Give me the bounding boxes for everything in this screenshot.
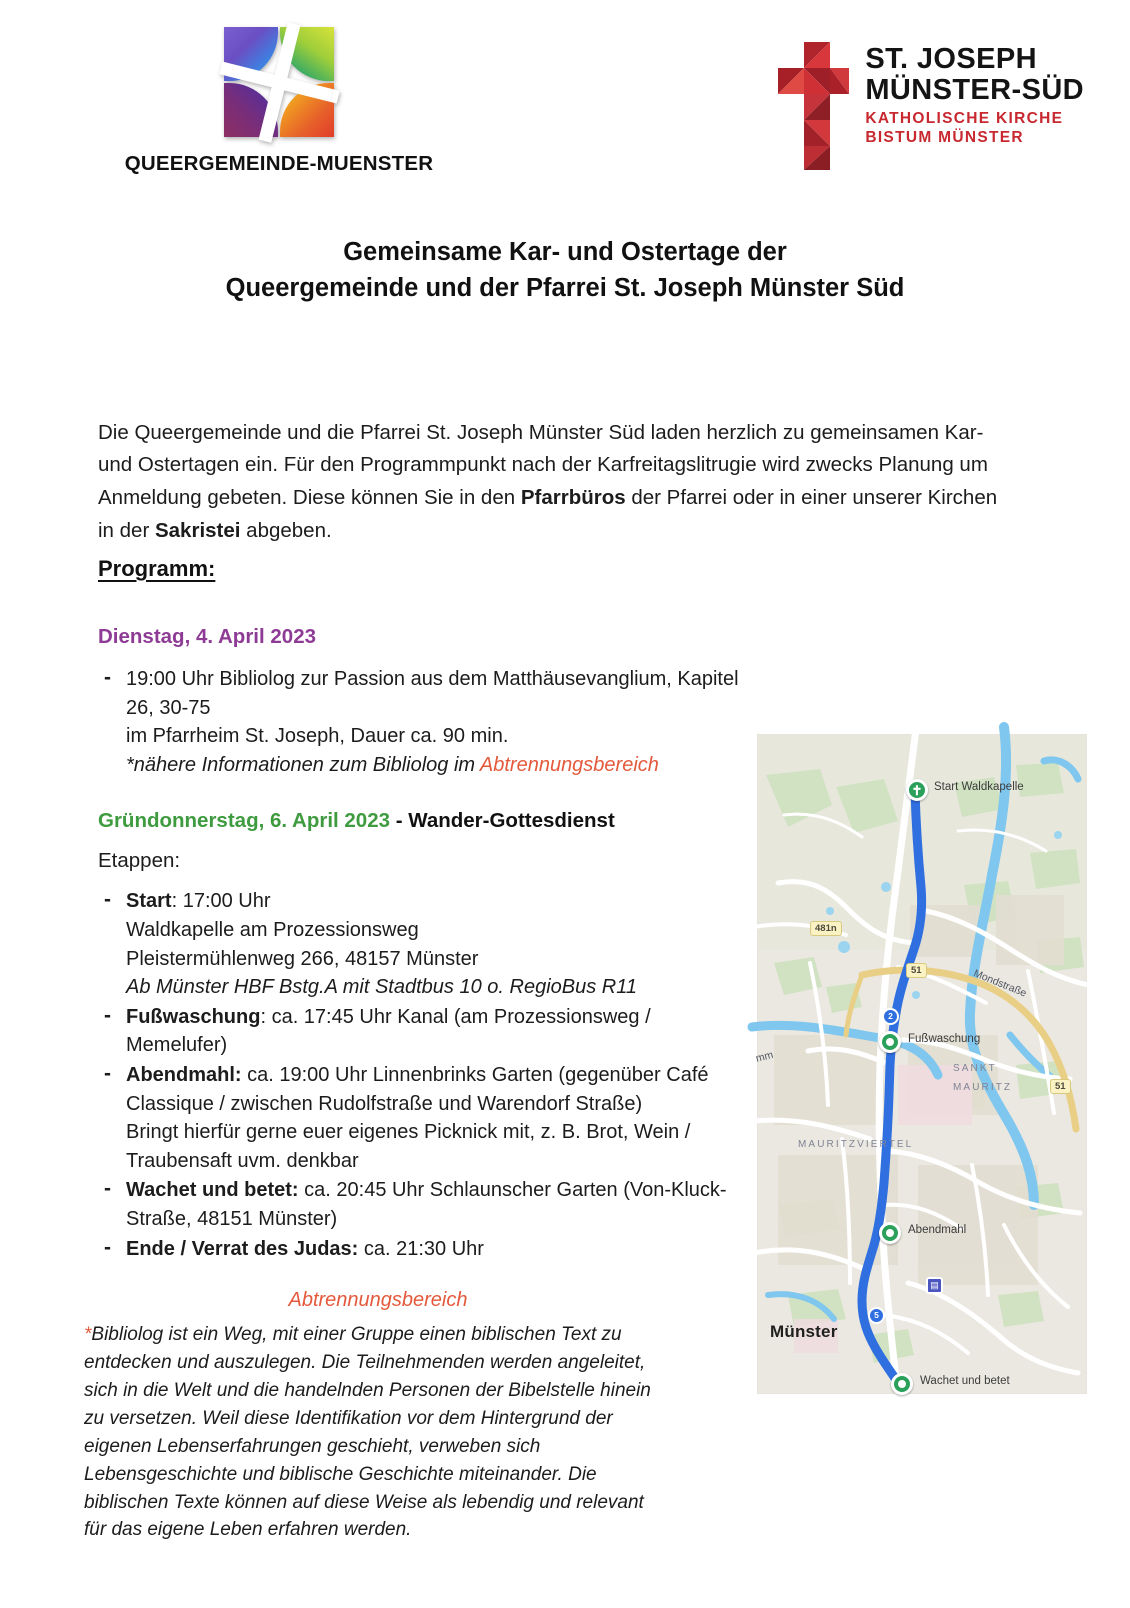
page-title-line1: Gemeinsame Kar- und Ostertage der xyxy=(343,238,787,266)
start-address-line2: Pleistermühlenweg 266, 48157 Münster xyxy=(126,947,479,970)
etappe-rest-fusswaschung: : ca. 17:45 Uhr Kanal (am Prozessionsweg / Memelufer) xyxy=(126,1005,651,1057)
road-shield-481n: 481n xyxy=(810,921,842,936)
intro-bold-pfarrbueros: Pfarrbüros xyxy=(520,486,626,510)
map-label-fusswaschung: Fußwaschung xyxy=(908,1033,981,1045)
queergemeinde-logo xyxy=(124,28,434,176)
etappe-rest-wachet-und-betet: ca. 20:45 Uhr Schlaunscher Garten (Von-Kluck-Straße, 48151 Münster) xyxy=(126,1179,727,1230)
start-transit-info: Ab Münster HBF Bstg.A mit Stadtbus 10 o. RegioBus R11 xyxy=(126,976,637,999)
st-joseph-line3: KATHOLISCHE KIRCHE xyxy=(865,110,1064,128)
etappe-rest-ende: ca. 21:30 Uhr xyxy=(358,1237,484,1260)
map-label-mauritz: MAURITZ xyxy=(953,1082,1013,1093)
bibliolog-line2: im Pfarrheim St. Joseph, Dauer ca. 90 min. xyxy=(126,725,509,748)
etappe-label-abendmahl: Abendmahl: xyxy=(126,1063,242,1086)
map-label-mm: mm xyxy=(754,1048,775,1065)
list-item xyxy=(98,665,748,779)
day-date-dienstag: Dienstag, 4. April 2023 xyxy=(98,625,316,648)
list-item xyxy=(98,887,748,1001)
map-label-sankt: SANKT xyxy=(953,1063,997,1074)
day-suffix-wander-gottesdienst: - Wander-Gottesdienst xyxy=(390,809,615,833)
map-label-start-waldkapelle: Start Waldkapelle xyxy=(934,781,1024,793)
route-map[interactable] xyxy=(754,735,1086,1393)
etappen-bullet-list xyxy=(98,887,748,1263)
st-joseph-logo xyxy=(777,38,1084,170)
intro-part2: der Pfarrei oder in einer unserer Kirchen in der xyxy=(98,486,998,542)
intro-bold-sakristei: Sakristei xyxy=(154,518,241,542)
route-badge-2: 2 xyxy=(882,1008,899,1025)
dienstag-bullet-list xyxy=(98,665,748,779)
fusswaschung-marker[interactable] xyxy=(879,1031,901,1053)
programm-heading: Programm: xyxy=(98,556,216,581)
etappe-rest-start: : 17:00 Uhr xyxy=(171,890,271,913)
queergemeinde-rainbow-cross-icon xyxy=(225,28,333,136)
bibliolog-note-accent: Abtrennungsbereich xyxy=(479,753,659,776)
etappen-label: Etappen: xyxy=(98,849,181,873)
start-address-line1: Waldkapelle am Prozessionsweg xyxy=(126,918,419,941)
list-item xyxy=(98,1235,748,1264)
etappe-label-start: Start xyxy=(126,890,172,913)
page-title xyxy=(0,234,1130,306)
map-label-wachet-und-betet: Wachet und betet xyxy=(920,1375,1010,1387)
start-waldkapelle-marker[interactable]: ✝ xyxy=(906,779,928,801)
road-shield-51-upper: 51 xyxy=(906,963,927,978)
transit-station-icon[interactable]: ▤ xyxy=(926,1277,943,1294)
etappe-rest-abendmahl: ca. 19:00 Uhr Linnenbrinks Garten (gegenüber Café Classique / zwischen Rudolfstraße und Warendorf Straße) xyxy=(126,1063,709,1115)
etappe-label-wachet-und-betet: Wachet und betet: xyxy=(126,1179,299,1202)
day-date-gruendonnerstag: Gründonnerstag, 6. April 2023 xyxy=(98,809,391,833)
abendmahl-marker[interactable] xyxy=(879,1222,901,1244)
etappe-label-fusswaschung: Fußwaschung xyxy=(126,1005,261,1028)
footnote-star: * xyxy=(84,1324,92,1345)
map-label-city-muenster: Münster xyxy=(770,1322,838,1341)
bibliolog-footnote xyxy=(84,1321,664,1544)
road-shield-51-lower: 51 xyxy=(1050,1079,1071,1094)
list-item xyxy=(98,1061,748,1175)
queergemeinde-logo-text: QUEERGEMEINDE-MUENSTER xyxy=(124,152,434,175)
programm-content xyxy=(98,625,748,1312)
intro-part3: abgeben. xyxy=(240,518,332,542)
map-label-abendmahl: Abendmahl xyxy=(908,1224,967,1236)
st-joseph-line2: MÜNSTER-SÜD xyxy=(865,73,1084,106)
etappe-label-ende: Ende / Verrat des Judas: xyxy=(126,1237,359,1260)
st-joseph-line4: BISTUM MÜNSTER xyxy=(865,129,1024,147)
day-heading-gruendonnerstag xyxy=(98,809,748,833)
abendmahl-picknick-note: Bringt hierfür gerne euer eigenes Picknick mit, z. B. Brot, Wein / Traubensaft uvm. denkbar xyxy=(126,1121,691,1172)
st-joseph-line1: ST. JOSEPH xyxy=(865,43,1037,75)
route-badge-5: 5 xyxy=(868,1307,885,1324)
map-label-mondstrasse: Mondstraße xyxy=(971,967,1029,1000)
document-header xyxy=(0,0,1130,200)
footnote-text: Bibliolog ist ein Weg, mit einer Gruppe einen biblischen Text zu entdecken und auszulegen. Die Teilnehmenden werden angeleitet, sich in die Welt und die handelnden Personen der Bibelstelle hinein zu versetzen. Weil diese Identifikation vor dem Hintergrund der eigenen Lebenserfahrungen geschieht, verweben sich Lebensgeschichte und biblische Geschichte miteinander. Die biblischen Texte können auf diese Weise als lebendig und relevant für das eigene Leben erfahren werden. xyxy=(84,1324,651,1541)
st-joseph-red-cross-icon xyxy=(777,42,849,170)
wachet-und-betet-marker[interactable] xyxy=(891,1373,913,1395)
list-item xyxy=(98,1176,748,1233)
intro-part1: Die Queergemeinde und die Pfarrei St. Joseph Münster Süd laden herzlich zu gemeinsamen Kar- und Ostertagen ein. Für den Programmpunkt nach der Karfreitagslitrugie wird zwecks Planung um Anmeldung gebeten. Diese können Sie in den xyxy=(98,420,988,510)
page-title-line2: Queergemeinde und der Pfarrei St. Joseph Münster Süd xyxy=(225,274,905,303)
list-item xyxy=(98,1003,748,1060)
bibliolog-note-plain: *nähere Informationen zum Bibliolog im xyxy=(126,753,480,776)
day-heading-dienstag xyxy=(98,625,748,649)
intro-paragraph xyxy=(98,417,1010,548)
map-label-mauritzviertel: MAURITZVIERTEL xyxy=(798,1139,914,1150)
bibliolog-line1: 19:00 Uhr Bibliolog zur Passion aus dem Matthäusevanglium, Kapitel 26, 30-75 xyxy=(126,668,739,719)
abtrennungsbereich-separator: Abtrennungsbereich xyxy=(288,1289,468,1312)
